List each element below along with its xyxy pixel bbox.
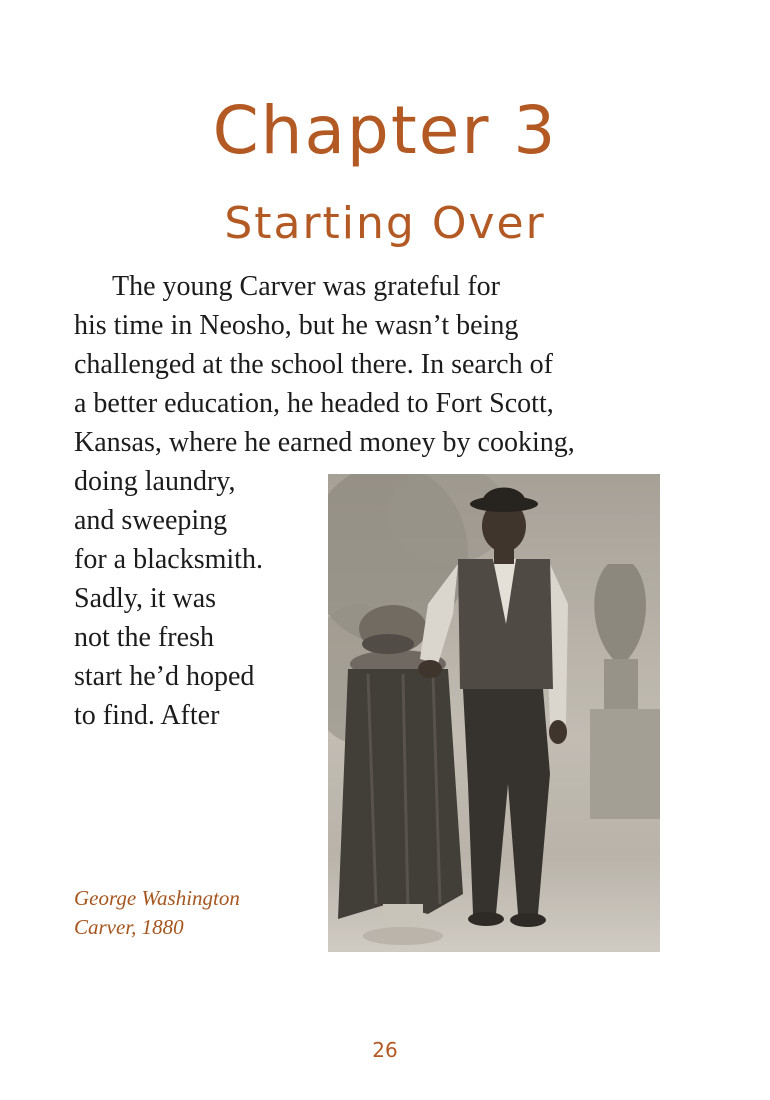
body-line: doing laundry, — [74, 466, 236, 497]
body-line: his time in Neosho, but he wasn’t being — [74, 310, 519, 341]
caption-line: Carver, 1880 — [74, 915, 184, 939]
chapter-subtitle: Starting Over — [224, 198, 546, 249]
body-line: and sweeping — [74, 505, 228, 536]
chapter-heading: Chapter 3 — [212, 92, 558, 169]
body-line: to find. After — [74, 700, 220, 731]
carver-photograph — [328, 474, 660, 952]
body-line: for a blacksmith. — [74, 544, 263, 575]
body-line: a better education, he headed to Fort Scott, — [74, 388, 554, 419]
body-line: Kansas, where he earned money by cooking, — [74, 427, 575, 458]
body-line: start he’d hoped — [74, 661, 255, 692]
body-line: The young Carver was grateful for — [112, 271, 500, 302]
caption-line: George Washington — [74, 886, 240, 910]
body-line: not the fresh — [74, 622, 214, 653]
body-line: Sadly, it was — [74, 583, 217, 614]
page-number: 26 — [372, 1038, 398, 1062]
body-line: challenged at the school there. In search of — [74, 349, 553, 380]
